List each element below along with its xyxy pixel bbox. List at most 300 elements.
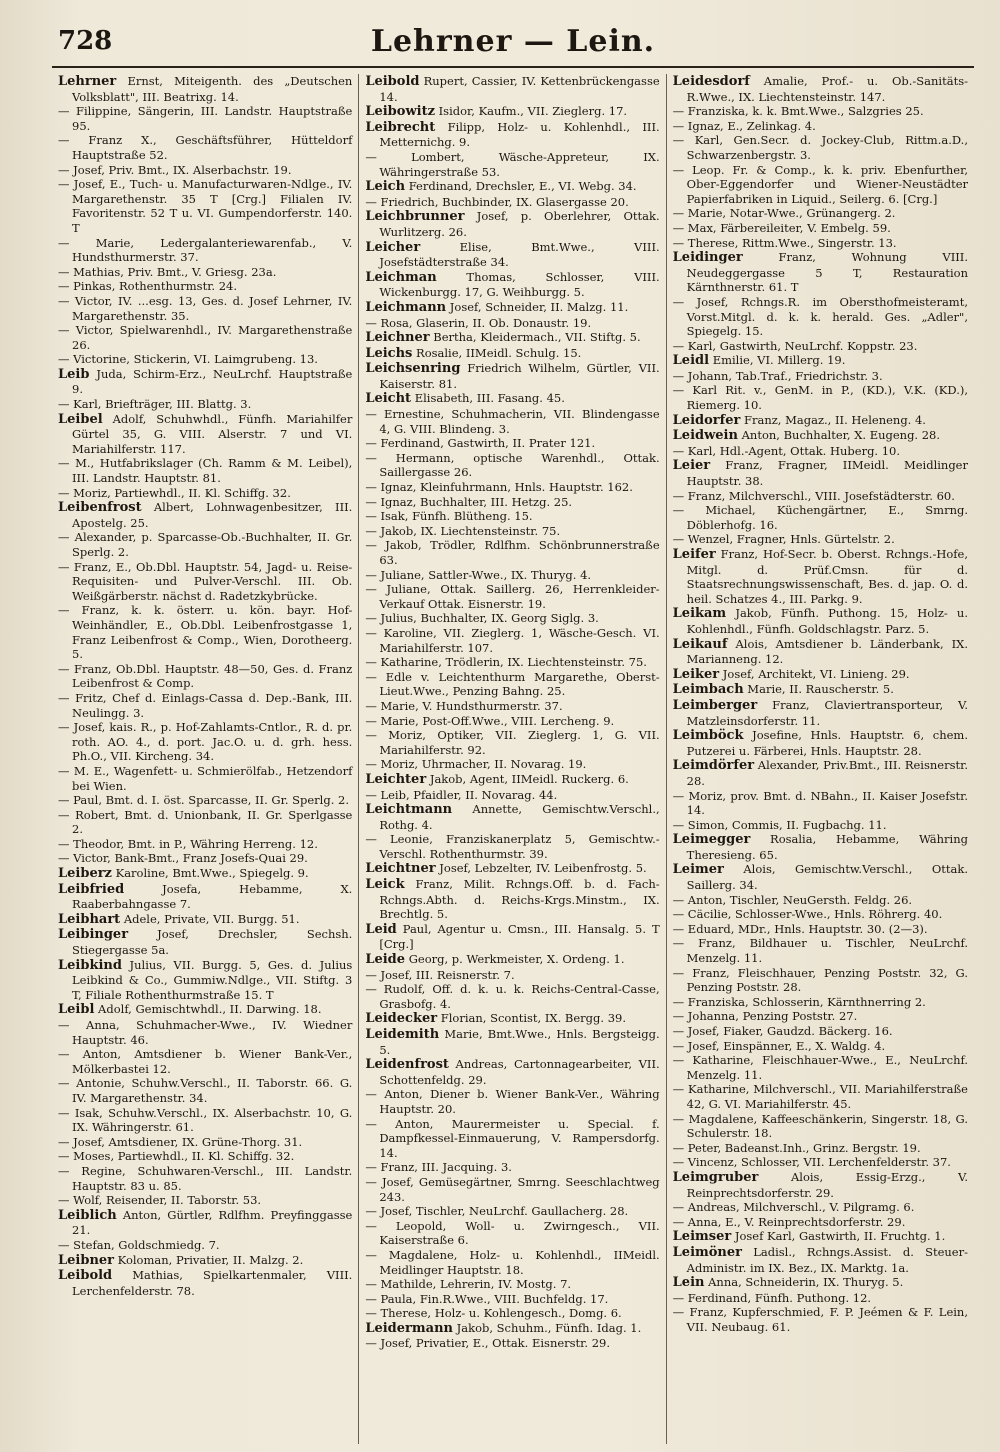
entry-text: Elisabeth, III. Fasang. 45. [411,391,565,406]
directory-entry [58,530,352,559]
directory-entry [673,862,968,892]
entry-text: — Ernestine, Schuhmacherin, VII. Blindengasse 4, G. VIII. Blindeng. 3. [365,407,660,436]
directory-entry [673,236,968,251]
column-3 [667,74,974,1444]
directory-entry [58,851,352,866]
entry-text: Florian, Scontist, IX. Bergg. 39. [437,1011,626,1026]
entry-text: Josefa, Hebamme, X. Raaberbahngasse 7. [72,881,353,912]
directory-entry [673,369,968,384]
entry-text: Josef Karl, Gastwirth, II. Fruchtg. 1. [731,1229,946,1244]
directory-entry [365,300,659,316]
directory-entry [673,489,968,504]
directory-entry [58,397,352,412]
directory-entry [673,1053,968,1082]
directory-entry [365,1219,659,1248]
entry-text: Bertha, Kleidermach., VII. Stiftg. 5. [429,330,641,345]
entry-surname: Leichman [365,269,437,285]
entry-text: Thomas, Schlosser, VIII. Wickenburgg. 17, G. Weihburgg. 5. [379,269,660,300]
directory-entry [673,758,968,788]
directory-entry [365,150,659,179]
entry-surname: Leichbrunner [365,209,465,225]
directory-entry [365,670,659,699]
directory-entry [673,1215,968,1230]
entry-text: — Ignaz, E., Zelinkag. 4. [672,118,816,133]
directory-entry [58,958,352,1003]
directory-entry [58,323,352,352]
entry-text: — Leopold, Woll- u. Zwirngesch., VII. Kaiserstraße 6. [365,1218,660,1248]
entry-text: — Ignaz, Buchhalter, III. Hetzg. 25. [365,494,573,509]
entry-surname: Leimdörfer [672,758,755,774]
entry-text: Andreas, Cartonnagearbeiter, VII. Schottenfeldg. 29. [379,1057,660,1087]
entry-text: — Paula, Fin.R.Wwe., VIII. Buchfeldg. 17. [365,1291,609,1306]
directory-entry [673,206,968,221]
directory-entry [673,1155,968,1170]
entry-surname: Leibner [58,1252,115,1268]
entry-text: Ernst, Miteigenth. des „Deutschen Volksblatt", III. Beatrixg. 14. [72,74,353,104]
directory-entry [365,330,659,346]
entry-text: — Leib, Pfaidler, II. Novarag. 44. [365,787,558,802]
directory-entry [673,667,968,683]
directory-entry [58,1149,352,1164]
entry-text: Josef, Lebzelter, IV. Leibenfrostg. 5. [435,861,647,876]
directory-entry [365,120,659,150]
directory-entry [365,1336,659,1351]
directory-entry [365,788,659,803]
directory-entry [58,912,352,928]
entry-surname: Leikauf [672,636,728,652]
entry-text: — Franz, Bildhauer u. Tischler, NeuLrchf. Menzelg. 11. [672,936,968,966]
entry-text: — Josef, Privatier, E., Ottak. Eisnerstr. 29. [365,1336,611,1351]
directory-entry [673,532,968,547]
entry-surname: Leibowitz [365,104,435,120]
entry-text: — Johanna, Penzing Poststr. 27. [672,1009,858,1024]
directory-entry [58,486,352,501]
directory-entry [673,383,968,412]
entry-text: Emilie, VI. Millerg. 19. [709,353,846,368]
entry-surname: Lein [672,1275,705,1291]
entry-text: — Josef, kais. R., p. Hof-Zahlamts-Cntlor., R. d. pr. roth. AO. 4., d. port. Jac.O. u. d. grh. hess. Ph.O., VII. Kircheng. 34. [58,720,353,764]
entry-surname: Leichter [365,771,427,787]
entry-text: Juda, Schirm-Erz., NeuLrchf. Hauptstraße 9. [72,366,353,397]
entry-surname: Leidermann [365,1320,453,1336]
entry-text: — Karl, Gastwirth, NeuLrchf. Koppstr. 23. [672,338,918,353]
directory-entry [58,691,352,720]
directory-entry [365,611,659,626]
directory-entry [673,547,968,606]
entry-surname: Leibfried [58,881,125,897]
entry-text: — Vincenz, Schlosser, VII. Lerchenfelderstr. 37. [672,1155,951,1170]
entry-text: — Pinkas, Rothenthurmstr. 24. [58,279,238,294]
entry-text: — Marie, Notar-Wwe., Grünangerg. 2. [672,206,896,221]
directory-entry [365,104,659,120]
entry-text: — Anton, Tischler, NeuGersth. Feldg. 26. [672,892,913,907]
directory-entry [365,480,659,495]
directory-entry [673,1024,968,1039]
directory-entry [365,699,659,714]
entry-text: Ferdinand, Drechsler, E., VI. Webg. 34. [405,179,637,194]
directory-entry [365,952,659,968]
directory-entry [365,346,659,362]
entry-surname: Leimbach [672,682,744,698]
directory-entry [365,568,659,583]
entry-surname: Leikam [672,606,727,622]
entry-text: — Theodor, Bmt. in P., Währing Herreng. 12. [58,836,318,851]
directory-entry [58,456,352,485]
directory-entry [673,936,968,965]
entry-text: — Karoline, VII. Zieglerg. 1, Wäsche-Gesch. VI. Mariahilferstr. 107. [365,625,660,655]
entry-text: — Josef, Einspänner, E., X. Waldg. 4. [672,1038,886,1053]
directory-entry [58,560,352,604]
directory-entry [365,179,659,195]
entry-surname: Leichsenring [365,361,461,377]
entry-text: — Franz, Milchverschl., VIII. Josefstädterstr. 60. [672,488,955,503]
directory-entry [365,391,659,407]
entry-text: — M., Hutfabrikslager (Ch. Ramm & M. Leibel), III. Landstr. Hauptstr. 81. [58,456,353,486]
directory-entry [673,637,968,667]
directory-entry [365,968,659,983]
directory-entry [58,808,352,837]
entry-text: Josef, Architekt, VI. Linieng. 29. [719,666,910,681]
directory-entry [365,1087,659,1116]
directory-entry [673,1229,968,1245]
entry-surname: Leimser [672,1229,732,1245]
entry-surname: Leifer [672,547,716,562]
entry-text: — Jakob, Trödler, Rdlfhm. Schönbrunnerstraße 63. [365,538,660,567]
directory-entry [365,714,659,729]
entry-surname: Leicht [365,391,412,407]
directory-entry [58,1268,352,1298]
directory-entry [58,236,352,265]
directory-entry [673,339,968,354]
entry-text: — Moriz, prov. Bmt. d. NBahn., II. Kaiser Josefstr. 14. [672,788,968,818]
entry-text: — Karl, Briefträger, III. Blattg. 3. [58,397,252,412]
entry-text: — Victor, IV. ...esg. 13, Ges. d. Josef Lehrner, IV. Margarethenstr. 35. [58,293,353,323]
entry-text: — Franz, k. k. österr. u. kön. bayr. Hof-Weinhändler, E., Ob.Dbl. Leibenfrostgasse 1, Franz Leibenfrost & Comp., Wien, Dorotheerg. 5. [58,603,353,662]
entry-text: Josef, p. Oberlehrer, Ottak. Wurlitzerg. 26. [379,209,660,239]
directory-entry [365,1277,659,1292]
entry-text: Jakob, Schuhm., Fünfh. Idag. 1. [452,1320,642,1335]
entry-text: — Marie, Post-Off.Wwe., VIII. Lercheng. 9. [365,713,615,728]
entry-text: — Josef, E., Tuch- u. Manufacturwaren-Ndlge., IV. Margarethenstr. 35 T [Crg.] Filialen IV. Favoritenstr. 52 T u. VI. Gumpendorferstr. 140. T [58,177,353,235]
entry-surname: Leidemith [365,1027,440,1042]
directory-entry [365,1306,659,1321]
entry-text: — Anton, Amtsdiener b. Wiener Bank-Ver., Mölkerbastei 12. [58,1047,353,1076]
entry-text: — Josef, Gemüsegärtner, Smrng. Seeschlachtweg 243. [365,1174,660,1204]
entry-text: — Wolf, Reisender, II. Taborstr. 53. [58,1193,262,1208]
entry-surname: Leichner [365,330,430,346]
directory-entry [673,250,968,295]
entry-text: — Ferdinand, Fünfh. Puthong. 12. [672,1290,872,1305]
entry-surname: Leibl [58,1002,95,1018]
directory-entry [673,1170,968,1200]
entry-text: — Fritz, Chef d. Einlags-Cassa d. Dep.-Bank, III. Neulingg. 3. [58,690,353,720]
entry-text: — Marie, V. Hundsthurmerstr. 37. [365,698,563,713]
entry-text: — Franziska, Schlosserin, Kärnthnerring 2. [672,994,926,1009]
entry-text: — Franz, Ob.Dbl. Hauptstr. 48—50, Ges. d. Franz Leibenfrost & Comp. [58,661,353,691]
directory-entry [673,966,968,995]
directory-entry [365,316,659,331]
directory-entry [58,104,352,133]
entry-text: Anton, Buchhalter, X. Eugeng. 28. [737,428,941,443]
entry-text: — Josef, Amtsdiener, IX. Grüne-Thorg. 31. [58,1134,303,1149]
directory-entry [673,221,968,236]
entry-surname: Leibel [58,411,103,427]
entry-text: Franz, Hof-Secr. b. Oberst. Rchngs.-Hofe, Mitgl. d. Prüf.Cmsn. für d. Staatsrechnungswissenschaft, Bes. d. jap. O. d. heil. Schatzes 4., III. Parkg. 9. [686,547,968,606]
directory-entry [365,1117,659,1161]
directory-entry [365,802,659,832]
directory-entry [58,1193,352,1208]
entry-surname: Leidwein [672,428,738,444]
entry-text: Alois, Amtsdiener b. Länderbank, IX. Marianneng. 12. [686,636,968,667]
entry-text: — Alexander, p. Sparcasse-Ob.-Buchhalter, II. Gr. Sperlg. 2. [58,530,353,559]
entry-text: — Peter, Badeanst.Inh., Grinz. Bergstr. 19. [672,1140,921,1155]
directory-entry [673,907,968,922]
entry-surname: Leimöner [672,1244,743,1260]
entry-surname: Leidinger [672,250,743,266]
directory-entry [58,866,352,882]
entry-text: — Andreas, Milchverschl., V. Pilgramg. 6. [672,1200,915,1215]
directory-entry [673,458,968,488]
entry-text: — Max, Färbereileiter, V. Embelg. 59. [672,220,891,235]
entry-text: — Karl Rit. v., GenM. in P., (KD.), V.K. (KD.), Riemerg. 10. [672,383,968,413]
entry-text: Albert, Lohnwagenbesitzer, III. Apostelg. 25. [72,500,353,530]
entry-text: Mathias, Spielkartenmaler, VIII. Lerchenfelderstr. 78. [72,1268,353,1298]
entry-text: — Cäcilie, Schlosser-Wwe., Hnls. Röhrerg. 40. [672,907,943,922]
entry-text: — Josef, Tischler, NeuLrchf. Gaullacherg. 28. [365,1204,629,1219]
entry-text: Rupert, Cassier, IV. Kettenbrückengasse 14. [379,74,660,104]
entry-surname: Leichtner [365,861,436,877]
entry-text: — Josef, Rchngs.R. im Obersthofmeisteramt, Vorst.Mitgl. d. k. k. herald. Ges. „Adler", Spiegelg. 15. [672,294,968,339]
running-title: Lehrner — Lein. [370,24,656,59]
entry-text: — Hermann, optische Warenhdl., Ottak. Saillergasse 26. [365,450,660,480]
directory-entry [58,133,352,162]
directory-entry [673,728,968,758]
entry-text: — Leonie, Franziskanerplatz 5, Gemischtw.-Verschl. Rothenthurmstr. 39. [365,832,660,861]
entry-text: Franz, Claviertransporteur, V. Matzleinsdorferstr. 11. [686,697,968,728]
entry-text: — Juliane, Ottak. Saillerg. 26, Herrenkleider-Verkauf Ottak. Eisnerstr. 19. [365,582,660,611]
directory-entry [673,1082,968,1111]
directory-entry [58,1018,352,1047]
entry-text: Franz, Wohnung VIII. Neudeggergasse 5 T, Restauration Kärnthnerstr. 61. T [686,250,968,295]
entry-text: — Magdalene, Kaffeeschänkerin, Singerstr. 18, G. Schulerstr. 18. [672,1111,968,1141]
directory-entry [58,1076,352,1105]
entry-text: — Moriz, Partiewhdl., II. Kl. Schiffg. 32. [58,485,291,500]
directory-entry [58,1238,352,1253]
directory-entry [673,163,968,207]
columns [52,74,974,1444]
entry-surname: Leibold [365,74,420,89]
entry-text: — Victorine, Stickerin, VI. Laimgrubeng. 13. [58,352,318,367]
directory-entry [673,1200,968,1215]
entry-text: Filipp, Holz- u. Kohlenhdl., III. Metternichg. 9. [379,119,660,150]
entry-text: — Karl, Hdl.-Agent, Ottak. Huberg. 10. [672,443,901,458]
directory-entry [673,698,968,728]
directory-entry [58,500,352,530]
page-number: 728 [58,26,113,56]
entry-text: Alois, Gemischtw.Verschl., Ottak. Saillerg. 34. [686,862,968,893]
directory-entry [365,451,659,480]
directory-entry [365,1057,659,1087]
entry-text: — Anna, E., V. Reinprechtsdorferstr. 29. [672,1214,906,1229]
entry-surname: Leidesdorf [672,74,750,89]
entry-text: Jakob, Fünfh. Puthong. 15, Holz- u. Kohlenhdl., Fünfh. Goldschlagstr. Parz. 5. [686,606,968,636]
directory-entry [673,413,968,429]
entry-text: — Ferdinand, Gastwirth, II. Prater 121. [365,436,596,451]
directory-entry [673,1112,968,1141]
entry-text: — Magdalene, Holz- u. Kohlenhdl., IIMeidl. Meidlinger Hauptstr. 18. [365,1247,660,1277]
entry-text: — Franz, Fleischhauer, Penzing Poststr. 32, G. Penzing Poststr. 28. [672,965,968,995]
entry-surname: Lehrner [58,74,117,89]
entry-surname: Leier [672,458,711,474]
directory-entry [58,764,352,793]
directory-entry [58,279,352,294]
directory-entry [365,582,659,611]
directory-entry [58,1135,352,1150]
entry-surname: Leiker [672,666,720,682]
entry-text: — Edle v. Leichtenthurm Margarethe, Oberst-Lieut.Wwe., Penzing Bahng. 25. [365,669,660,699]
entry-text: Josef, Schneider, II. Malzg. 11. [446,299,629,314]
entry-text: — Franz, Kupferschmied, F. P. Jeémen & F. Lein, VII. Neubaug. 61. [672,1305,968,1334]
directory-entry [58,603,352,661]
entry-text: — Ignaz, Kleinfuhrmann, Hnls. Hauptstr. 162. [365,480,633,495]
directory-entry [365,209,659,239]
entry-text: — Franz, E., Ob.Dbl. Hauptstr. 54, Jagd- u. Reise-Requisiten- und Pulver-Verschl. III. Ob. Weißgärberstr. nächst d. Radetzkybrücke. [58,559,353,603]
directory-entry [58,1208,352,1238]
entry-text: Alexander, Priv.Bmt., III. Reisnerstr. 28. [686,758,968,788]
entry-text: — Rudolf, Off. d. k. u. k. Reichs-Central-Casse, Grasbofg. 4. [365,982,660,1011]
entry-surname: Leiblich [58,1207,117,1223]
directory-entry [673,353,968,369]
entry-text: — Josef, III. Reisnerstr. 7. [365,967,515,982]
entry-text: — Jakob, IX. Liechtensteinstr. 75. [365,523,561,538]
directory-entry [58,1047,352,1076]
entry-text: — Franz X., Geschäftsführer, Hütteldorf Hauptstraße 52. [58,133,353,162]
entry-text: Friedrich Wilhelm, Gürtler, VII. Kaiserstr. 81. [379,361,660,391]
directory-entry [58,1253,352,1269]
entry-text: — Regine, Schuhwaren-Verschl., III. Landstr. Hauptstr. 83 u. 85. [58,1163,353,1193]
directory-entry [673,1039,968,1054]
entry-text: Amalie, Prof.- u. Ob.-Sanitäts-R.Wwe., IX. Liechtensteinstr. 147. [686,74,968,104]
directory-entry [673,789,968,818]
entry-text: — Franz, III. Jacquing. 3. [365,1160,512,1175]
entry-text: — Marie, Ledergalanteriewarenfab., V. Hundsthurmerstr. 37. [58,235,353,265]
directory-entry [365,832,659,861]
directory-entry [365,195,659,210]
directory-entry [365,240,659,270]
directory-entry [58,793,352,808]
entry-text: Anton, Gürtler, Rdlfhm. Preyfinggasse 21. [72,1207,353,1238]
directory-entry [365,1248,659,1277]
directory-entry [58,1164,352,1193]
entry-surname: Leichmann [365,299,447,315]
entry-surname: Leimegger [672,832,751,848]
entry-text: — Lombert, Wäsche-Appreteur, IX. Währingerstraße 53. [365,149,660,179]
entry-text: Karoline, Bmt.Wwe., Spiegelg. 9. [111,866,309,881]
entry-text: Ladisl., Rchngs.Assist. d. Steuer-Administr. im IX. Bez., IX. Marktg. 1a. [686,1244,968,1275]
entry-text: — Karl, Gen.Secr. d. Jockey-Club, Rittm.a.D., Schwarzenbergstr. 3. [672,133,968,162]
directory-entry [365,982,659,1011]
directory-entry [365,538,659,567]
directory-entry [58,352,352,367]
entry-text: — Moriz, Uhrmacher, II. Novarag. 19. [365,757,587,772]
directory-entry [673,428,968,444]
directory-entry [673,893,968,908]
entry-surname: Leicher [365,239,421,255]
entry-text: — M. E., Wagenfett- u. Schmierölfab., Hetzendorf bei Wien. [58,763,353,793]
directory-entry [365,877,659,922]
directory-entry [58,662,352,691]
directory-entry [365,407,659,436]
directory-entry [365,361,659,391]
directory-entry [58,1002,352,1018]
directory-entry [673,1305,968,1334]
entry-surname: Leibold [58,1268,113,1284]
entry-text: — Antonie, Schuhw.Verschl., II. Taborstr. 66. G. IV. Margarethenstr. 34. [58,1076,353,1105]
entry-text: — Wenzel, Fragner, Hnls. Gürtelstr. 2. [672,532,895,547]
directory-entry [58,1106,352,1135]
entry-surname: Leibrecht [365,119,436,135]
entry-text: Franz, Magaz., II. Heleneng. 4. [740,412,926,427]
entry-text: — Julius, Buchhalter, IX. Georg Siglg. 3. [365,611,599,626]
entry-text: — Josef, Fiaker, Gaudzd. Bäckerg. 16. [672,1024,893,1038]
entry-surname: Leidorfer [672,412,741,428]
directory-entry [365,772,659,788]
directory-entry [365,757,659,772]
entry-surname: Leibkind [58,957,122,973]
entry-text: Adele, Private, VII. Burgg. 51. [120,911,300,926]
entry-surname: Leichtmann [365,802,453,818]
directory-entry [673,1009,968,1024]
directory-entry [58,74,352,104]
entry-text: Elise, Bmt.Wwe., VIII. Josefstädterstraße 34. [379,239,660,270]
directory-entry [365,74,659,104]
entry-text: Franz, Fragner, IIMeidl. Meidlinger Hauptstr. 38. [686,458,968,489]
entry-text: Paul, Agentur u. Cmsn., III. Hansalg. 5. T [Crg.] [379,921,660,952]
entry-text: Alois, Essig-Erzg., V. Reinprechtsdorferstr. 29. [686,1169,968,1200]
directory-entry [673,119,968,134]
directory-entry [673,922,968,937]
entry-text: Koloman, Privatier, II. Malzg. 2. [114,1252,304,1267]
entry-text: — Victor, Bank-Bmt., Franz Josefs-Quai 29. [58,851,308,866]
directory-entry [673,104,968,119]
directory-entry [58,927,352,957]
directory-entry [365,655,659,670]
page-header [52,22,974,68]
entry-text: — Filippine, Sängerin, III. Landstr. Hauptstraße 95. [58,104,353,133]
entry-text: — Anna, Schuhmacher-Wwe., IV. Wiedner Hauptstr. 46. [58,1018,353,1047]
directory-entry [365,524,659,539]
directory-entry [673,682,968,698]
directory-entry [365,436,659,451]
entry-text: Rosalia, Hebamme, Währing Theresieng. 65. [686,832,968,862]
entry-text: — Eduard, MDr., Hnls. Hauptstr. 30. (2—3). [672,921,928,936]
entry-text: Marie, Bmt.Wwe., Hnls. Bergsteigg. 5. [379,1027,660,1057]
entry-text: Georg, p. Werkmeister, X. Ordeng. 1. [405,952,625,967]
directory-entry [365,1027,659,1057]
entry-text: Josefine, Hnls. Hauptstr. 6, chem. Putzerei u. Färberei, Hnls. Hauptstr. 28. [686,728,968,758]
column-1 [52,74,359,1444]
entry-surname: Leidenfrost [365,1057,449,1073]
directory-entry [365,922,659,952]
directory-entry [673,295,968,339]
entry-surname: Leich [365,179,406,195]
entry-text: — Leop. Fr. & Comp., k. k. priv. Ebenfurther, Ober-Eggendorfer und Wiener-Neustädter Papierfabriken in Liquid., Seilerg. 6. [Crg.] [672,162,968,206]
entry-text: Julius, VII. Burgg. 5, Ges. d. Julius Leibkind & Co., Gummiw.Ndlge., VII. Stiftg. 3 T, Filiale Rothenthurmstraße 15. T [72,957,353,1002]
entry-text: Isidor, Kaufm., VII. Zieglerg. 17. [434,104,628,119]
directory-entry [673,444,968,459]
entry-text: Franz, Milit. Rchngs.Off. b. d. Fach-Rchngs.Abth. d. Reichs-Krgs.Minstm., IX. Brechtlg. 5. [379,877,660,922]
entry-text: Rosalie, IIMeidl. Schulg. 15. [412,345,582,360]
